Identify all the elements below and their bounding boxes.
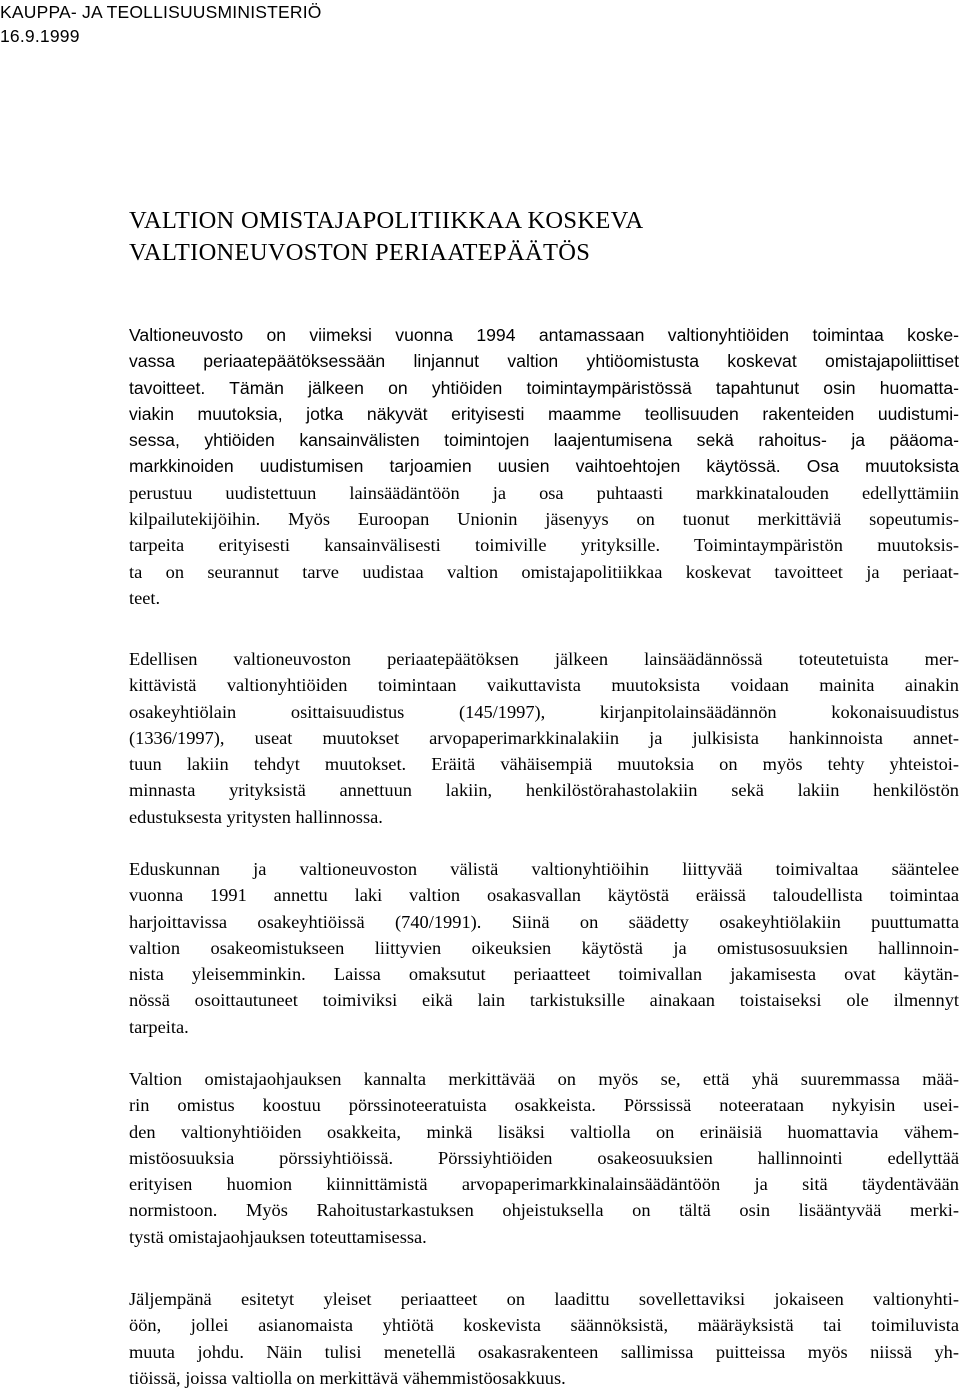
paragraph-line: Valtioneuvosto on viimeksi vuonna 1994 antamassaan valtionyhtiöiden toimintaa koske- — [129, 325, 959, 345]
title-line-2: VALTIONEUVOSTON PERIAATEPÄÄTÖS — [129, 239, 591, 266]
paragraph-3 — [129, 856, 959, 1040]
paragraph-line: valtion osakeomistukseen liittyvien oikeuksien käytöstä ja omistusosuuksien hallinnoin- — [129, 937, 959, 958]
paragraph-line: Jäljempänä esitetyt yleiset periaatteet on laadittu sovellettaviksi jokaiseen valtionyhti- — [129, 1289, 959, 1309]
paragraph-1 — [129, 322, 959, 611]
document-header — [0, 0, 322, 48]
paragraph-line: mistöosuuksia pörssiyhtiöissä. Pörssiyhtiöiden osakeosuuksien hallinnointi edellyttää — [129, 1147, 959, 1168]
paragraph-line: kittävistä valtionyhtiöiden toimintaan vaikuttavista muutoksista voidaan mainita ainakin — [129, 675, 959, 696]
paragraph-line: tarpeita. — [129, 1016, 189, 1037]
paragraph-4 — [129, 1066, 959, 1250]
paragraph-line: Edellisen valtioneuvoston periaatepäätöksen jälkeen lainsäädännössä toteutetuista mer- — [129, 649, 959, 669]
paragraph-line: tuun lakiin tehdyt muutokset. Eräitä vähäisempiä muutoksia on myös tehty yhteistoi- — [129, 754, 959, 775]
paragraph-line: edustuksesta yritysten hallinnossa. — [129, 806, 383, 827]
paragraph-line: sessa, yhtiöiden kansainvälisten toimintojen laajentumisena sekä rahoitus- ja pääoma- — [129, 430, 959, 451]
paragraph-line: kilpailutekijöihin. Myös Euroopan Unionin jäsenyys on tuonut merkittäviä sopeutumis- — [129, 509, 959, 530]
paragraph-line: teet. — [129, 587, 161, 608]
paragraph-line: tiöissä, joissa valtiolla on merkittävä vähemmistöosakkuus. — [129, 1367, 566, 1388]
paragraph-line: den valtionyhtiöiden osakkeita, minkä lisäksi valtiolla on erinäisiä huomattavia vähem- — [129, 1121, 959, 1142]
paragraph-line: tarpeita erityisesti kansainvälisesti toimiville yrityksille. Toimintaympäristön muutoksis- — [129, 535, 959, 556]
paragraph-line: Valtion omistajaohjauksen kannalta merkittävää on myös se, että yhä suuremmassa mää- — [129, 1069, 959, 1089]
paragraph-line: osakeyhtiölain osittaisuudistus (145/1997), kirjanpitolainsäädännön kokonaisuudistus — [129, 701, 959, 722]
paragraph-line: muuta johdu. Näin tulisi menetellä osakasrakenteen sallimissa puitteissa myös niissä yh- — [129, 1341, 959, 1362]
paragraph-line: harjoittavissa osakeyhtiöissä (740/1991). Siinä on säädetty osakeyhtiölakiin puuttumatta — [129, 911, 959, 932]
title-line-1: VALTION OMISTAJAPOLITIIKKAA KOSKEVA — [129, 207, 644, 234]
paragraph-line: ta on seurannut tarve uudistaa valtion omistajapolitiikkaa koskevat tavoitteet ja periaat- — [129, 561, 959, 582]
paragraph-2 — [129, 646, 959, 830]
paragraph-line: erityisen huomion kiinnittämistä arvopaperimarkkinalainsäädäntöön ja sitä täydentävään — [129, 1174, 959, 1195]
paragraph-line: minnasta yrityksistä annettuun lakiin, henkilöstörahastolakiin sekä lakiin henkilöstön — [129, 780, 959, 801]
paragraph-line: nössä osoittautuneet toimiviksi eikä lain tarkistuksille ainakaan toistaiseksi ole ilmennyt — [129, 990, 959, 1011]
ministry-name: KAUPPA- JA TEOLLISUUSMINISTERIÖ — [0, 2, 322, 22]
paragraph-line: tavoitteet. Tämän jälkeen on yhtiöiden toimintaympäristössä tapahtunut osin huomatta- — [129, 377, 959, 398]
paragraph-line: vassa periaatepäätöksessään linjannut valtion yhtiöomistusta koskevat omistajapoliittiset — [129, 351, 959, 372]
paragraph-line: (1336/1997), useat muutokset arvopaperimarkkinalakiin ja julkisista hankinnoista annet- — [129, 727, 959, 748]
paragraph-line: nista yleisemminkin. Laissa omaksutut periaatteet toimivallan jakamisesta ovat käytän- — [129, 964, 959, 985]
paragraph-line: normistoon. Myös Rahoitustarkastuksen ohjeistuksella on tältä osin lisääntyvää merki- — [129, 1200, 959, 1221]
paragraph-5 — [129, 1286, 959, 1391]
paragraph-line: tystä omistajaohjauksen toteuttamisessa. — [129, 1226, 427, 1247]
paragraph-line: Eduskunnan ja valtioneuvoston välistä valtionyhtiöihin liittyvää toimivaltaa sääntelee — [129, 859, 959, 879]
paragraph-line: rin omistus koostuu pörssinoteeratuista osakkeista. Pörssissä noteerataan nykyisin usei- — [129, 1095, 959, 1116]
page-title — [129, 205, 643, 269]
paragraph-line: öön, jollei asianomaista yhtiötä koskevista säännöksistä, määräyksistä tai toimiluvista — [129, 1315, 959, 1336]
paragraph-line: vuonna 1991 annettu laki valtion osakasvallan käytöstä eräissä taloudellista toimintaa — [129, 885, 959, 906]
paragraph-line: markkinoiden uudistumisen tarjoamien uusien vaihtoehtojen käytössä. Osa muutoksista — [129, 456, 959, 477]
paragraph-line: perustuu uudistettuun lainsäädäntöön ja osa puhtaasti markkinatalouden edellyttämiin — [129, 482, 959, 503]
document-date: 16.9.1999 — [0, 26, 80, 46]
paragraph-line: viakin muutoksia, jotka näkyvät erityisesti maamme teollisuuden rakenteiden uudistumi- — [129, 403, 959, 424]
